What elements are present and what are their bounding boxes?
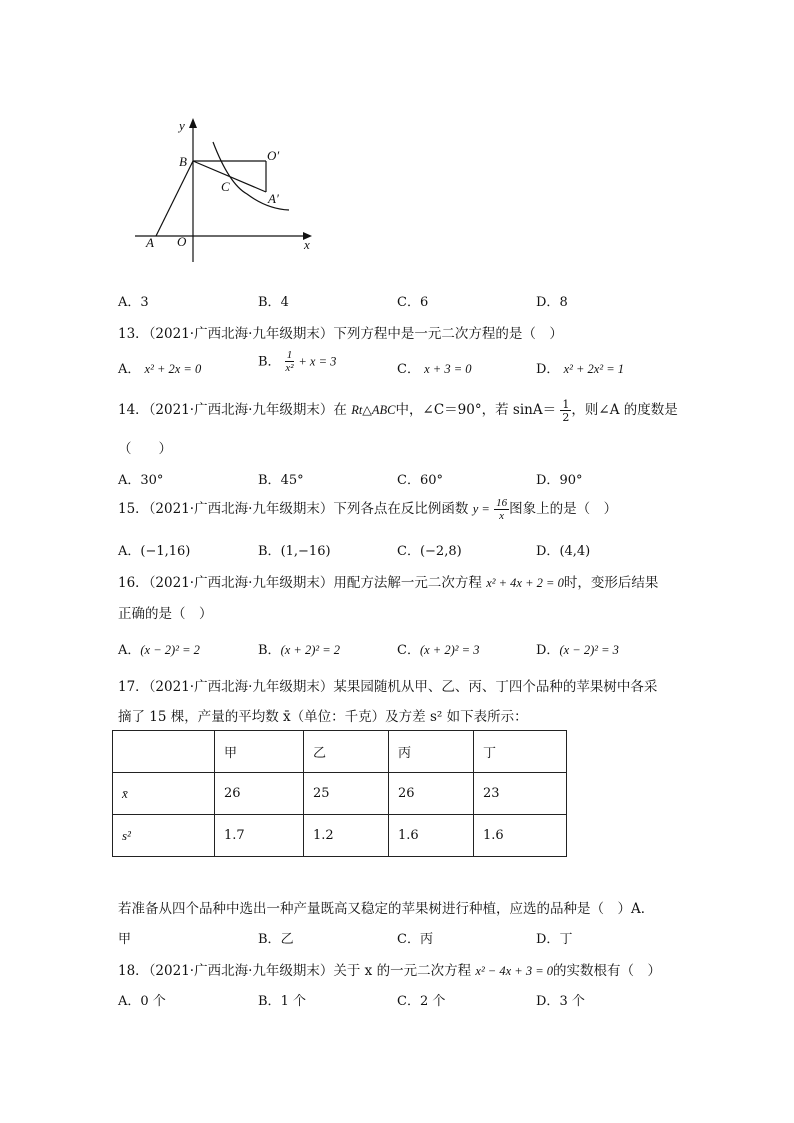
table-cell: 1.6 [389, 815, 474, 857]
q18-option-c: C．2 个 [397, 994, 446, 1009]
label-y: y [179, 118, 185, 133]
q14-option-b: B．45° [258, 473, 304, 488]
table-cell: 1.6 [474, 815, 567, 857]
table-cell: 26 [389, 773, 474, 815]
table-cell: 26 [215, 773, 304, 815]
q14-stem-line2: （ ） [118, 441, 172, 457]
q17-after-line1: 若准备从四个品种中选出一种产量既高又稳定的苹果树进行种植，应选的品种是（ ）A． [118, 901, 655, 917]
q18-option-d: D．3 个 [536, 994, 585, 1009]
table-cell: 23 [474, 773, 567, 815]
label-C: C [221, 179, 230, 194]
label-A-prime: A′ [268, 191, 279, 206]
q17-option-a: 甲 [118, 932, 132, 947]
q17-option-c: C．丙 [397, 932, 433, 947]
q13-option-c: C． x + 3 = 0 [397, 362, 472, 377]
q16-option-b: B．(x + 2)² = 2 [258, 643, 341, 658]
table-cell: 甲 [215, 731, 304, 773]
q15-option-a: A．(−1,16) [118, 544, 191, 559]
q13-option-a: A． x² + 2x = 0 [118, 362, 202, 377]
table-cell: 1.2 [304, 815, 389, 857]
q15-fraction: $\frac{16}{x}$ [496, 496, 508, 522]
q16-stem-line2: 正确的是（ ） [118, 606, 213, 622]
q18-option-b: B．1 个 [258, 994, 306, 1009]
q17-table [112, 730, 567, 857]
q13-stem: 13．（2021·广西北海·九年级期末）下列方程中是一元二次方程的是（ ） [118, 326, 563, 342]
q12-option-d: D．8 [536, 295, 568, 310]
q15-option-d: D．(4,4) [536, 544, 591, 559]
table-cell: 丙 [389, 731, 474, 773]
table-cell: 乙 [304, 731, 389, 773]
q15-option-b: B．(1,−16) [258, 544, 331, 559]
geometry-figure [125, 112, 325, 270]
table-row [113, 773, 567, 815]
q13-option-d: D． x² + 2x² = 1 [536, 362, 625, 377]
q17-option-d: D．丁 [536, 932, 573, 947]
q18-option-a: A．0 个 [118, 994, 166, 1009]
table-cell: 丁 [474, 731, 567, 773]
q13-option-b: B． $\frac{1}{\text{x²}}$ + x = 3 [258, 349, 337, 374]
q18-stem: 18．（2021·广西北海·九年级期末）关于 x 的一元二次方程 x² − 4x + 3 = 0的实数根有（ ） [118, 963, 662, 979]
y-axis-arrow-icon [189, 118, 197, 128]
table-cell [113, 731, 215, 773]
q15-stem: 15．（2021·广西北海·九年级期末）下列各点在反比例函数 y = $\frac{16}{x}$ 图象上的是（ ） [118, 496, 618, 522]
q17-stem: 17．（2021·广西北海·九年级期末）某果园随机从甲、乙、丙、丁四个品种的苹果树中各采 [118, 679, 658, 695]
table-cell: 1.7 [215, 815, 304, 857]
q16-option-a: A．(x − 2)² = 2 [118, 643, 200, 658]
label-B: B [179, 154, 187, 169]
q14-option-c: C．60° [397, 473, 443, 488]
q17-option-b: B．乙 [258, 932, 294, 947]
table-cell: s² [113, 815, 215, 857]
table-row [113, 815, 567, 857]
segment-AB [156, 161, 193, 236]
q14-stem: 14．（2021·广西北海·九年级期末）在 Rt△ABC中，∠C＝90°，若 sinA＝ $\frac{1}{2}$ ，则∠A 的度数是 [118, 397, 678, 424]
q17-stem-line2: 摘了 15 棵，产量的平均数 x̄（单位：千克）及方差 s² 如下表所示： [118, 709, 528, 725]
label-O: O [177, 234, 187, 249]
q14-option-a: A．30° [118, 473, 164, 488]
q12-option-a: A．3 [118, 295, 149, 310]
q15-option-c: C．(−2,8) [397, 544, 462, 559]
table-cell: x̄ [113, 773, 215, 815]
label-O-prime: O′ [267, 148, 280, 163]
label-x: x [304, 237, 310, 252]
q14-option-d: D．90° [536, 473, 583, 488]
q12-option-c: C．6 [397, 295, 429, 310]
table-row [113, 731, 567, 773]
q16-option-d: D．(x − 2)² = 3 [536, 643, 619, 658]
q12-option-b: B．4 [258, 295, 289, 310]
table-cell: 25 [304, 773, 389, 815]
q16-option-c: C．(x + 2)² = 3 [397, 643, 480, 658]
q14-fraction: $\frac{1}{2}$ [562, 397, 570, 424]
q16-stem: 16．（2021·广西北海·九年级期末）用配方法解一元二次方程 x² + 4x + 2 = 0时，变形后结果 [118, 575, 659, 591]
q13-fraction: $\frac{1}{\text{x²}}$ [285, 349, 294, 374]
label-A: A [146, 235, 154, 250]
